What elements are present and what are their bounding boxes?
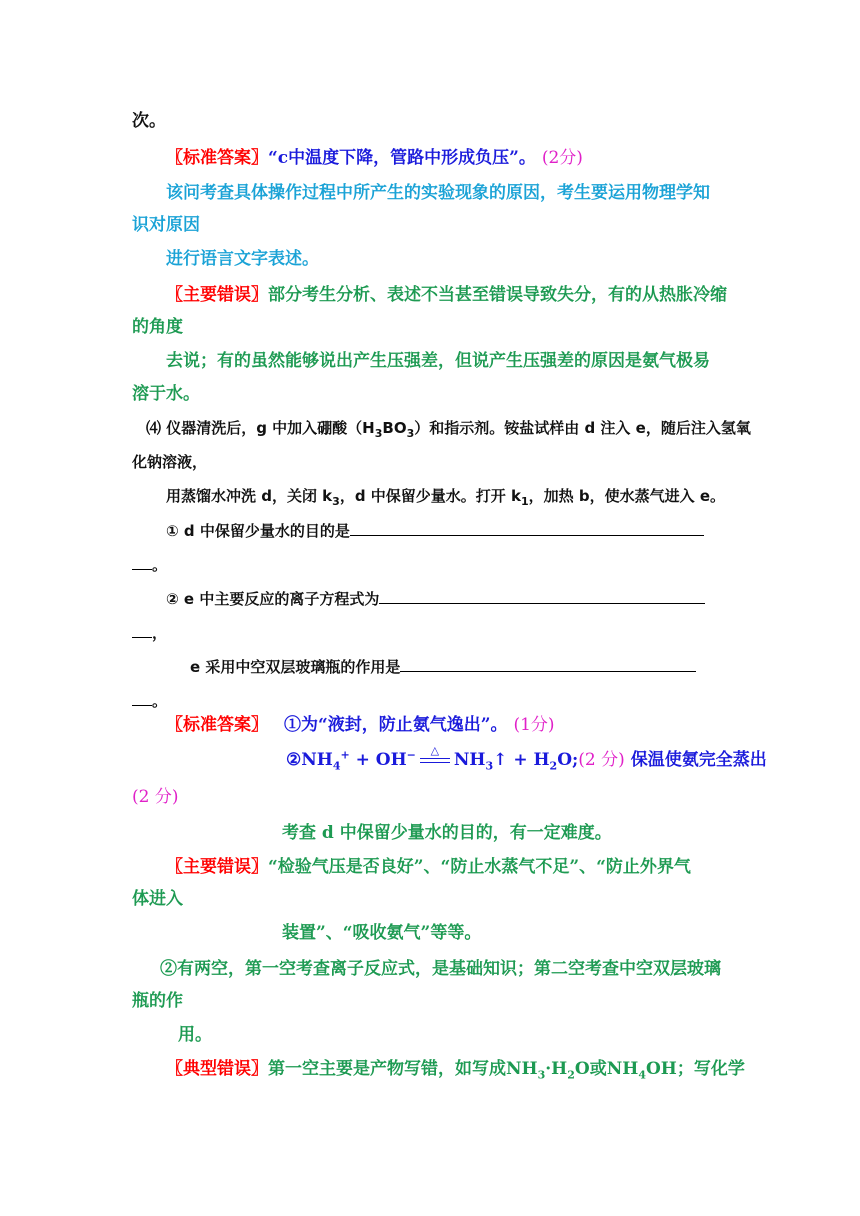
answer-blank[interactable] <box>350 519 704 536</box>
analysis-line: 瓶的作 <box>132 991 183 1011</box>
text-line: 次。 <box>132 111 166 131</box>
score: (2 分) <box>132 787 179 807</box>
error-line: 的角度 <box>132 317 183 337</box>
question-4: ⑷ 仪器清洗后，g 中加入硼酸$(H_3BO_3)$和指示剂。铵盐试样由 d 注入 e，随后注入氢氧 <box>146 419 751 440</box>
typical-error-line: 〖典型错误〗第一空主要是产物写错，如写成$NH_3\cdot H_2O$或$NH_4OH$；写化学 <box>166 1059 745 1082</box>
error-tag: 〖主要错误〗 <box>166 285 268 305</box>
analysis-line: 用。 <box>178 1025 212 1045</box>
score: (2分) <box>541 148 583 168</box>
score: (1分) <box>513 715 555 735</box>
sub-question-1: ① d 中保留少量水的目的是 <box>166 519 704 542</box>
heating-equals-sign: △ <box>418 749 452 771</box>
question-4-cont: 化钠溶液， <box>132 453 208 471</box>
score: (2 分) <box>578 750 625 770</box>
explanation-line: 该问考查具体操作过程中所产生的实验现象的原因，考生要运用物理学知 <box>166 183 710 203</box>
note-line: 考查 d 中保留少量水的目的，有一定难度。 <box>282 823 612 843</box>
error-line: 装置”、“吸收氨气”等等。 <box>282 923 482 943</box>
answer-tag: 〖标准答案〗 <box>166 148 268 168</box>
main-error-line: 〖主要错误〗“检验气压是否良好”、“防止水蒸气不足”、“防止外界气 <box>166 857 691 877</box>
error-line: 去说；有的虽然能够说出产生压强差，但说产生压强差的原因是氨气极易 <box>166 351 710 371</box>
answer-blank[interactable] <box>400 655 696 672</box>
error-line: 体进入 <box>132 889 183 909</box>
sub-question-3-end: 。 <box>132 689 167 712</box>
explanation-line: 进行语言文字表述。 <box>166 249 319 269</box>
answer-blank[interactable] <box>132 689 152 706</box>
error-line: 溶于水。 <box>132 384 200 404</box>
analysis-line: ②有两空，第一空考查离子反应式，是基础知识；第二空考查中空双层玻璃 <box>160 959 721 979</box>
main-error-line: 〖主要错误〗部分考生分析、表述不当甚至错误导致失分，有的从热胀冷缩 <box>166 285 727 305</box>
error-tag: 〖主要错误〗 <box>166 857 268 877</box>
standard-answer-line: 〖标准答案〗“c中温度下降，管路中形成负压”。 (2分) <box>166 148 583 168</box>
sub-question-3: e 采用中空双层玻璃瓶的作用是 <box>190 655 696 678</box>
error-tag: 〖典型错误〗 <box>166 1059 268 1079</box>
sub-question-1-end: 。 <box>132 553 167 576</box>
answer-tag: 〖标准答案〗 <box>166 715 268 735</box>
answer-blank[interactable] <box>132 621 152 638</box>
explanation-line: 识对原因 <box>132 215 200 235</box>
standard-answer-line: 〖标准答案〗 ①为“液封，防止氨气逸出”。 (1分) <box>166 715 555 735</box>
sub-question-2: ② e 中主要反应的离子方程式为 <box>166 587 705 610</box>
question-4-cont: 用蒸馏水冲洗 d，关闭 $k_3$，d 中保留少量水。打开 $k_1$，加热 b，使水蒸气进入 e。 <box>166 487 726 508</box>
answer-blank[interactable] <box>379 587 705 604</box>
sub-question-2-end: ， <box>132 621 167 644</box>
answer-blank[interactable] <box>132 553 152 570</box>
ion-equation: $②NH_4^+ + OH^-$ △ $NH_3↑$ + $H_2O;(2$ 分) 保温使氨完全蒸出 <box>286 744 767 773</box>
